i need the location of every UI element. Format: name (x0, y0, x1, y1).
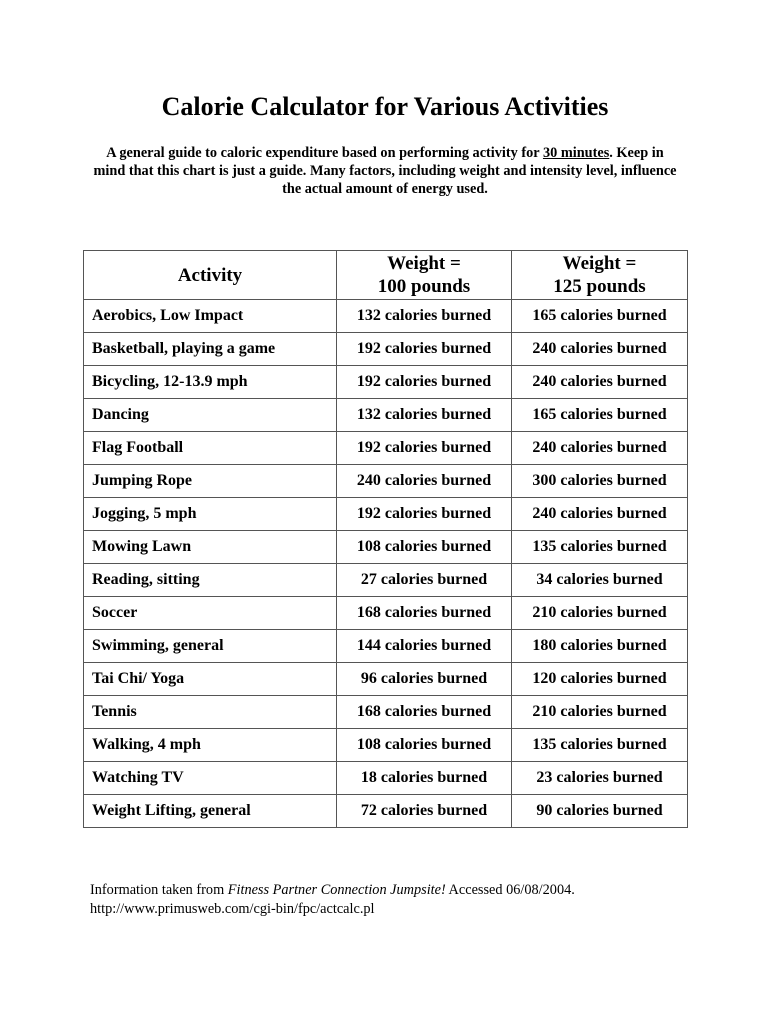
calories-100-cell: 168 calories burned (337, 696, 512, 729)
calories-125-cell: 34 calories burned (512, 564, 688, 597)
header-activity (84, 251, 337, 300)
calories-100-cell: 27 calories burned (337, 564, 512, 597)
calories-125-cell: 210 calories burned (512, 696, 688, 729)
calories-100-cell: 96 calories burned (337, 663, 512, 696)
header-activity-label: Activity (177, 264, 243, 286)
table-row (84, 795, 688, 828)
table-row (84, 366, 688, 399)
activity-cell: Basketball, playing a game (84, 333, 337, 366)
intro-duration: 30 minutes (542, 145, 610, 161)
table-body (84, 300, 688, 828)
activity-cell: Tennis (84, 696, 337, 729)
intro-text-end: . Keep in mind that this chart is just a guide. Many factors, including weight and intensity level, influence the actual amount of energy used. (93, 145, 677, 197)
calories-100-cell: 192 calories burned (337, 432, 512, 465)
calories-125-cell: 165 calories burned (512, 300, 688, 333)
activity-cell: Walking, 4 mph (84, 729, 337, 762)
calories-100-cell: 192 calories burned (337, 333, 512, 366)
header-weight-100-line1: Weight = (387, 253, 461, 274)
calories-100-cell: 168 calories burned (337, 597, 512, 630)
table-row (84, 696, 688, 729)
activity-cell: Jogging, 5 mph (84, 498, 337, 531)
source-url: http://www.primusweb.com/cgi-bin/fpc/actcalc.pl (90, 901, 375, 917)
table-row (84, 498, 688, 531)
calories-125-cell: 210 calories burned (512, 597, 688, 630)
activity-cell: Dancing (84, 399, 337, 432)
activity-cell: Flag Football (84, 432, 337, 465)
table-row (84, 630, 688, 663)
header-weight-125-line1: Weight = (562, 253, 637, 274)
table-row (84, 762, 688, 795)
source-site-name: Fitness Partner Connection Jumpsite! (227, 882, 446, 898)
calories-100-cell: 108 calories burned (337, 729, 512, 762)
calories-100-cell: 192 calories burned (337, 366, 512, 399)
calories-100-cell: 72 calories burned (337, 795, 512, 828)
activity-cell: Mowing Lawn (84, 531, 337, 564)
calorie-table (83, 250, 688, 828)
header-weight-125 (512, 251, 688, 300)
calories-100-cell: 192 calories burned (337, 498, 512, 531)
calories-100-cell: 132 calories burned (337, 300, 512, 333)
table-row (84, 663, 688, 696)
header-weight-125-line2: 125 pounds (553, 276, 646, 297)
activity-cell: Watching TV (84, 762, 337, 795)
header-weight-100 (337, 251, 512, 300)
table-header-row (84, 251, 688, 300)
calories-100-cell: 18 calories burned (337, 762, 512, 795)
calories-125-cell: 120 calories burned (512, 663, 688, 696)
calories-100-cell: 108 calories burned (337, 531, 512, 564)
activity-cell: Soccer (84, 597, 337, 630)
source-accessed: Accessed 06/08/2004. (445, 882, 575, 898)
activity-cell: Bicycling, 12-13.9 mph (84, 366, 337, 399)
table-row (84, 465, 688, 498)
activity-cell: Aerobics, Low Impact (84, 300, 337, 333)
table-row (84, 300, 688, 333)
calories-125-cell: 135 calories burned (512, 729, 688, 762)
table-row (84, 333, 688, 366)
source-prefix: Information taken from (90, 882, 228, 898)
activity-cell: Reading, sitting (84, 564, 337, 597)
source-note (90, 881, 710, 919)
header-weight-100-line2: 100 pounds (377, 276, 471, 297)
intro-text-start: A general guide to caloric expenditure based on performing activity for (106, 145, 543, 161)
calories-125-cell: 240 calories burned (512, 366, 688, 399)
table-row (84, 564, 688, 597)
calories-125-cell: 240 calories burned (512, 432, 688, 465)
calories-125-cell: 240 calories burned (512, 498, 688, 531)
activity-cell: Jumping Rope (84, 465, 337, 498)
activity-cell: Tai Chi/ Yoga (84, 663, 337, 696)
table-row (84, 597, 688, 630)
intro-paragraph (90, 144, 680, 198)
calories-100-cell: 132 calories burned (337, 399, 512, 432)
table-row (84, 531, 688, 564)
calories-125-cell: 240 calories burned (512, 333, 688, 366)
calories-125-cell: 165 calories burned (512, 399, 688, 432)
table-row (84, 729, 688, 762)
calories-100-cell: 144 calories burned (337, 630, 512, 663)
page-title: Calorie Calculator for Various Activities (161, 92, 609, 121)
calories-125-cell: 300 calories burned (512, 465, 688, 498)
activity-cell: Swimming, general (84, 630, 337, 663)
table-row (84, 399, 688, 432)
calories-125-cell: 135 calories burned (512, 531, 688, 564)
activity-cell: Weight Lifting, general (84, 795, 337, 828)
calories-100-cell: 240 calories burned (337, 465, 512, 498)
calories-125-cell: 90 calories burned (512, 795, 688, 828)
table-row (84, 432, 688, 465)
calories-125-cell: 23 calories burned (512, 762, 688, 795)
calories-125-cell: 180 calories burned (512, 630, 688, 663)
